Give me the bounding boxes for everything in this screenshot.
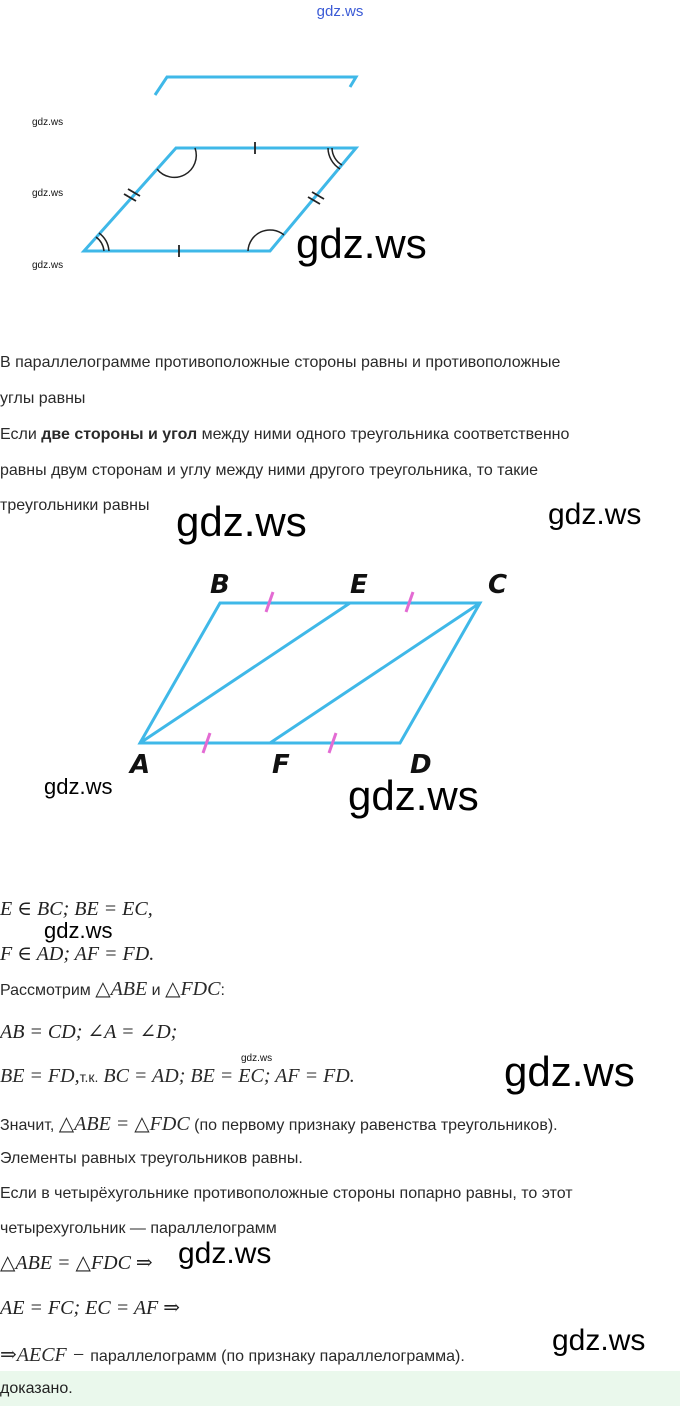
result-banner <box>0 1371 680 1406</box>
math-span: ⇒AECF − <box>0 1344 91 1366</box>
watermark-large: gdz.ws <box>348 772 479 819</box>
math-line: AE = FC; EC = AF ⇒ <box>0 1297 181 1319</box>
cropped-top-shape <box>155 77 356 95</box>
text-span: (по первому признаку равенства треугольников). <box>189 1117 558 1134</box>
angle-arc-top-right-2 <box>328 148 340 169</box>
watermark-large: gdz.ws <box>504 1048 635 1095</box>
text-span: : <box>220 982 225 999</box>
paragraph-line: Если в четырёхугольнике противоположные стороны попарно равны, то этот <box>0 1185 573 1202</box>
text-span: т.к. <box>79 1069 99 1085</box>
math-line: AB = CD; ∠A = ∠D; <box>0 1021 178 1043</box>
final-line <box>0 1342 465 1367</box>
math-span: △FDC <box>165 978 221 1000</box>
text-span: параллелограмм (по признаку параллелограмма). <box>90 1348 465 1365</box>
proved-text: доказано. <box>0 1380 73 1397</box>
math-line: F ∈ AD; AF = FD. <box>0 943 155 965</box>
bold-text: две стороны и угол <box>41 426 198 443</box>
watermark-large: gdz.ws <box>296 220 427 267</box>
watermark-top: gdz.ws <box>316 3 364 20</box>
consider-line <box>0 976 225 1001</box>
watermark-medium: gdz.ws <box>548 498 642 531</box>
label-a: A <box>130 750 151 780</box>
watermark-medium: gdz.ws <box>44 774 113 799</box>
paragraph-line: четырехугольник — параллелограмм <box>0 1220 277 1237</box>
math-span: △ABE = △FDC <box>58 1113 190 1135</box>
paragraph-line: углы равны <box>0 390 86 407</box>
text-span: Значит, <box>0 1117 59 1134</box>
paragraph-line <box>0 426 569 444</box>
paragraph-line: В параллелограмме противоположные стороны равны и противоположные <box>0 354 561 371</box>
label-b: B <box>210 570 230 600</box>
watermark-medium: gdz.ws <box>552 1324 646 1357</box>
paragraph-line: Элементы равных треугольников равны. <box>0 1150 303 1167</box>
text-span: Рассмотрим <box>0 982 96 999</box>
text-span: между ними одного треугольника соответственно <box>197 426 570 443</box>
watermark-small: gdz.ws <box>241 1053 273 1064</box>
conclusion-line <box>0 1111 558 1136</box>
math-span: BC = AD; BE = EC; AF = FD. <box>98 1065 355 1087</box>
segment-ae <box>140 603 350 743</box>
watermark-medium: gdz.ws <box>178 1237 272 1270</box>
watermark-small: gdz.ws <box>32 188 64 199</box>
math-line: E ∈ BC; BE = EC, <box>0 898 153 920</box>
label-c: C <box>488 570 508 600</box>
math-span: BE = FD, <box>0 1065 80 1087</box>
watermark-small: gdz.ws <box>32 260 64 271</box>
math-line <box>0 1065 355 1088</box>
parallelogram-figure-2 <box>120 560 520 780</box>
math-line: △ABE = △FDC ⇒ <box>0 1252 153 1274</box>
watermark-medium: gdz.ws <box>44 918 113 943</box>
label-e: E <box>350 570 368 600</box>
paragraph-line: треугольники равны <box>0 497 150 514</box>
label-d: D <box>410 750 432 780</box>
segment-fc <box>270 603 480 743</box>
paragraph-line: равны двум сторонам и углу между ними другого треугольника, то такие <box>0 462 539 479</box>
math-span: △ABE <box>95 978 148 1000</box>
text-span: Если <box>0 426 42 443</box>
parallelogram-abcd <box>140 603 480 743</box>
angle-arc-bottom-left-1 <box>96 237 104 251</box>
watermark-large: gdz.ws <box>176 498 307 545</box>
watermark-small: gdz.ws <box>32 117 64 128</box>
text-span: и <box>147 982 166 999</box>
label-f: F <box>272 750 290 780</box>
